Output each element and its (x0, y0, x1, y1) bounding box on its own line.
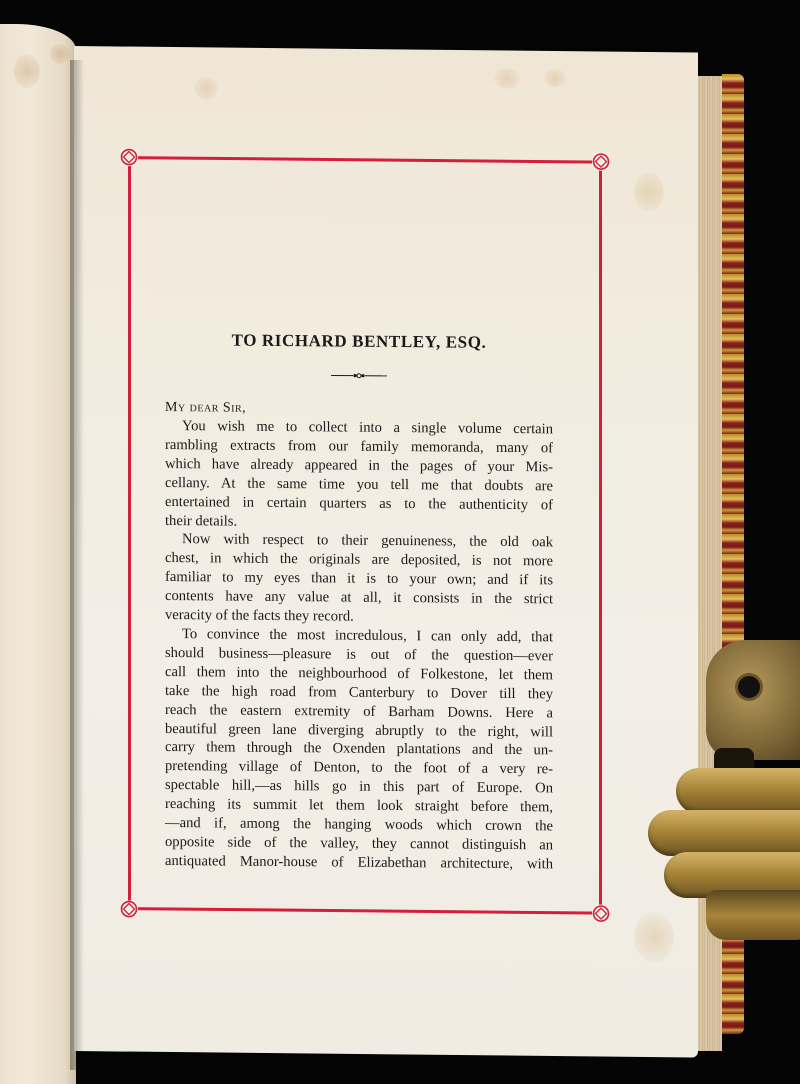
text-line: cellany. At the same time you tell me that doubts are (165, 474, 553, 496)
text-line: which have already appeared in the pages of your Mis- (165, 455, 553, 477)
paragraph-2 (165, 530, 553, 628)
clip-screw-hole (738, 676, 760, 698)
clip-finger (648, 810, 800, 856)
text-line: take the high road from Canterbury to Dover till they (165, 682, 553, 704)
foxing-stain (50, 44, 70, 64)
corner-ornament-icon (592, 905, 610, 923)
salutation: My dear Sir, (165, 400, 553, 419)
frame-left-rule (128, 156, 131, 910)
text-line: beautiful green lane diverging abruptly to the right, will (165, 720, 553, 742)
clip-head (706, 640, 800, 760)
frame-bottom-rule (128, 907, 602, 915)
paragraph-3 (165, 625, 553, 874)
page-title: TO RICHARD BENTLEY, ESQ. (165, 330, 553, 353)
corner-ornament-icon (120, 900, 138, 918)
gutter-shadow (70, 60, 84, 1070)
clip-finger (676, 768, 800, 814)
foxing-stain (544, 69, 566, 87)
text-line: pretending village of Denton, to the foot of a very re- (165, 757, 553, 779)
text-line: reach the eastern extremity of Barham Downs. Here a (165, 701, 553, 723)
text-line: entertained in certain quarters as to the authenticity of (165, 493, 553, 515)
frame-top-rule (128, 156, 602, 164)
text-line: reaching its summit let them look straight before them, (165, 795, 553, 817)
text-line: spectable hill,—as hills go in this part of Europe. On (165, 776, 553, 798)
clip-base (706, 890, 800, 940)
corner-ornament-icon (592, 153, 610, 171)
text-line: familiar to my eyes than it is to your own; and if its (165, 568, 553, 590)
text-line: opposite side of the valley, they cannot distinguish an (165, 833, 553, 855)
text-line: contents have any value at all, it consists in the strict (165, 587, 553, 609)
text-line: chest, in which the originals are deposited, is not more (165, 549, 553, 571)
text-line: should business—pleasure is out of the question—ever (165, 644, 553, 666)
text-line: rambling extracts from our family memoranda, many of (165, 436, 553, 458)
foxing-stain (494, 68, 520, 88)
frame-right-rule (599, 161, 602, 915)
text-line: veracity of the facts they record. (165, 606, 553, 628)
text-line: To convince the most incredulous, I can only add, that (165, 625, 553, 647)
text-line: carry them through the Oxenden plantations and the un- (165, 738, 553, 760)
foxing-stain (194, 77, 218, 99)
paragraph-1 (165, 417, 553, 534)
dedication-text (165, 330, 553, 874)
brass-hand-clip-icon (642, 640, 800, 940)
text-line: antiquated Manor-house of Elizabethan architecture, with (165, 852, 553, 874)
foxing-stain (634, 172, 664, 212)
foxing-stain (14, 54, 40, 88)
text-line: You wish me to collect into a single volume certain (165, 417, 553, 439)
text-line: their details. (165, 512, 553, 534)
text-line: call them into the neighbourhood of Folkestone, let them (165, 663, 553, 685)
text-line: Now with respect to their genuineness, the old oak (165, 530, 553, 552)
left-facing-page (0, 24, 76, 1084)
corner-ornament-icon (120, 148, 138, 166)
fleuron-ornament-icon (331, 371, 387, 379)
text-line: —and if, among the hanging woods which crown the (165, 814, 553, 836)
